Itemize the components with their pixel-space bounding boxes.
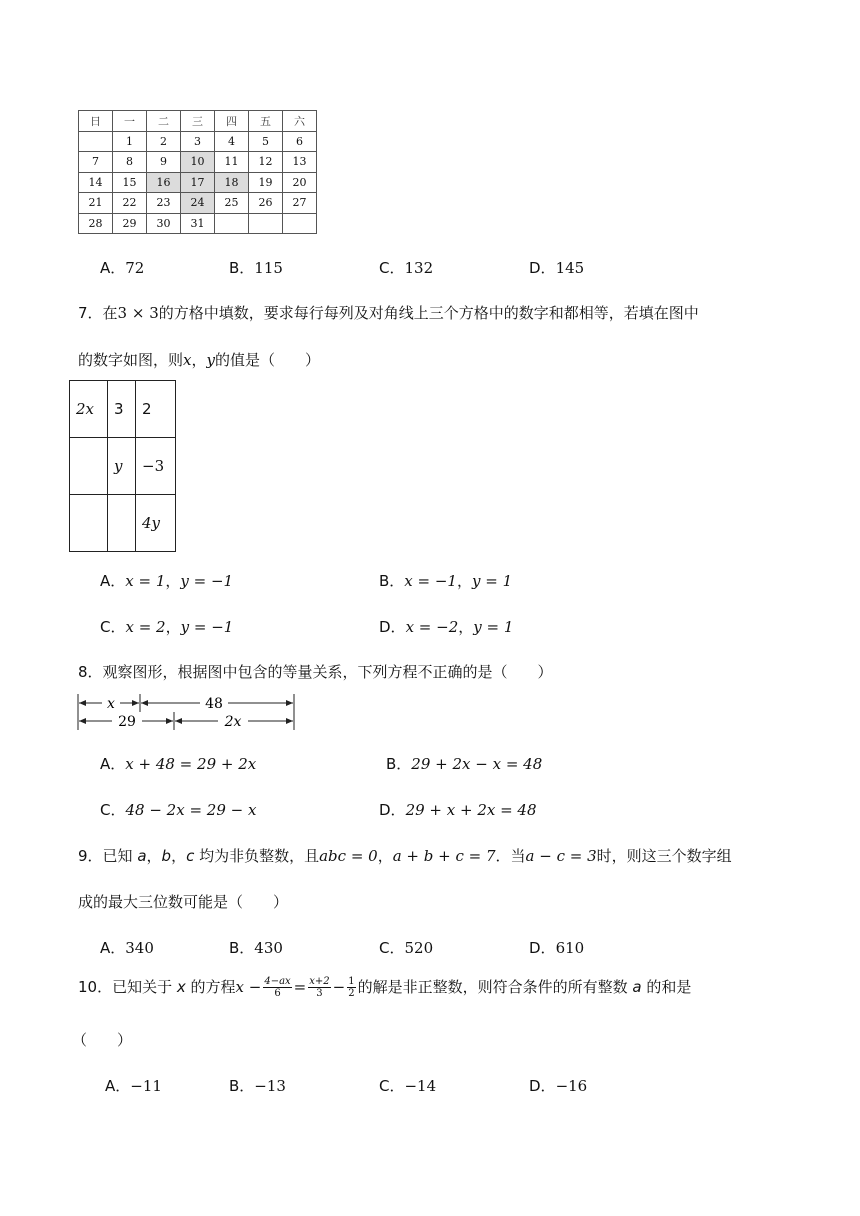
option-value: 145 (555, 259, 585, 277)
magic-square-grid (69, 380, 176, 552)
calendar-cell: 7 (79, 152, 113, 173)
denominator: 6 (274, 988, 281, 999)
grid-cell: −3 (136, 438, 176, 495)
option-letter: B． (229, 259, 255, 277)
calendar-cell: 8 (113, 152, 147, 173)
text: 均为非负整数，且 (194, 847, 320, 865)
option-equation: 48 − 2x = 29 − x (125, 801, 257, 819)
math: = (293, 978, 307, 996)
option-value: 72 (125, 259, 145, 277)
calendar-cell: 13 (283, 152, 317, 173)
calendar-cell: 15 (113, 172, 147, 193)
calendar-cell: 18 (215, 172, 249, 193)
calendar-cell: 14 (79, 172, 113, 193)
option-x: x = −1 (404, 572, 457, 590)
calendar-header: 二 (147, 111, 181, 132)
option-equation: 29 + x + 2x = 48 (405, 801, 537, 819)
segment-diagram (76, 692, 298, 732)
calendar-cell: 3 (181, 131, 215, 152)
math: x − (235, 978, 262, 996)
q8-option-b[interactable] (386, 753, 542, 774)
var-a: a (137, 847, 147, 865)
equation: abc = 0 (319, 847, 378, 865)
q10-option-b[interactable] (229, 1075, 286, 1096)
text: 的值是（ ） (214, 351, 320, 369)
denominator: 3 (316, 988, 323, 999)
option-y: y = 1 (472, 572, 513, 590)
q6-option-d[interactable] (529, 257, 584, 278)
equation: a − c = 3 (525, 847, 597, 865)
q8-stem: 8．观察图形，根据图中包含的等量关系，下列方程不正确的是（ ） (78, 663, 553, 681)
grid-cell (70, 495, 108, 552)
option-equation: 29 + 2x − x = 48 (411, 755, 543, 773)
calendar-cell: 4 (215, 131, 249, 152)
calendar-cell: 24 (181, 193, 215, 214)
numerator: 4−ax (264, 976, 291, 987)
denominator: 2 (348, 988, 355, 999)
option-letter: C． (379, 1077, 405, 1095)
text: ．当 (495, 847, 526, 865)
var-b: b (161, 847, 172, 865)
text: 时，则这三个数字组 (596, 847, 732, 865)
calendar-header: 一 (113, 111, 147, 132)
option-letter: B． (229, 939, 255, 957)
calendar-header: 四 (215, 111, 249, 132)
option-value: 132 (404, 259, 434, 277)
calendar-header: 六 (283, 111, 317, 132)
option-letter: C． (100, 618, 126, 636)
calendar-cell: 11 (215, 152, 249, 173)
math: − (332, 978, 346, 996)
calendar-cell: 31 (181, 213, 215, 234)
calendar-cell: 2 (147, 131, 181, 152)
calendar-cell: 21 (79, 193, 113, 214)
text: 的方格中填数，要求每行每列及对角线上三个方格中的数字和都相等，若填在图中 (158, 304, 699, 322)
calendar-cell: 17 (181, 172, 215, 193)
calendar-cell: 16 (147, 172, 181, 193)
q10-stem-line2: （ ） (72, 1031, 133, 1049)
q9-option-b[interactable] (229, 937, 283, 958)
q10-option-d[interactable] (529, 1075, 587, 1096)
option-letter: B． (386, 755, 412, 773)
numerator: x+2 (309, 976, 330, 987)
q7-option-b[interactable]: B．x = −1，y = 1 (379, 572, 513, 590)
text: 的解是非正整数，则符合条件的所有整数 (357, 978, 633, 996)
calendar-cell: 30 (147, 213, 181, 234)
text: 的数字如图，则 (78, 351, 184, 369)
math-var: y (206, 351, 215, 369)
option-letter: C． (379, 939, 405, 957)
math-var: x (183, 351, 192, 369)
grid-cell: 4y (136, 495, 176, 552)
calendar-cell: 26 (249, 193, 283, 214)
q10-option-a[interactable] (105, 1075, 162, 1096)
text: 的和是 (641, 978, 692, 996)
option-value: 430 (254, 939, 283, 957)
calendar-cell: 5 (249, 131, 283, 152)
option-letter: D． (529, 939, 556, 957)
option-x: x = −2 (405, 618, 459, 636)
calendar-cell: 9 (147, 152, 181, 173)
calendar-cell: 27 (283, 193, 317, 214)
equation: a + b + c = 7 (392, 847, 496, 865)
q7-stem-line2 (78, 349, 320, 370)
numerator: 1 (348, 976, 355, 987)
q9-stem-line1 (78, 845, 732, 866)
q10-option-c[interactable] (379, 1075, 436, 1096)
option-equation: x + 48 = 29 + 2x (125, 755, 257, 773)
calendar-cell (249, 213, 283, 234)
calendar-cell: 6 (283, 131, 317, 152)
q9-stem-line2: 成的最大三位数可能是（ ） (78, 893, 289, 911)
calendar-header: 三 (181, 111, 215, 132)
calendar-header: 日 (79, 111, 113, 132)
option-value: −16 (555, 1077, 588, 1095)
option-letter: C． (379, 259, 405, 277)
text: 7．在 (78, 304, 118, 322)
calendar-cell: 20 (283, 172, 317, 193)
q9-option-a[interactable] (100, 937, 154, 958)
option-letter: A． (100, 572, 126, 590)
calendar-cell: 10 (181, 152, 215, 173)
math: 3 × 3 (117, 304, 159, 322)
option-y: y = −1 (180, 618, 234, 636)
calendar-cell: 22 (113, 193, 147, 214)
option-letter: D． (529, 259, 556, 277)
text: 的方程 (185, 978, 236, 996)
q7-stem-line1 (78, 302, 699, 323)
text: 9．已知 (78, 847, 138, 865)
calendar-cell (283, 213, 317, 234)
calendar-table (78, 110, 317, 234)
label-x: x (107, 696, 115, 712)
calendar-cell: 1 (113, 131, 147, 152)
calendar-cell: 28 (79, 213, 113, 234)
text: 10．已知关于 (78, 978, 177, 996)
option-letter: A． (100, 755, 126, 773)
q7-option-c[interactable]: C．x = 2，y = −1 (100, 618, 234, 636)
var-x: x (176, 978, 186, 996)
grid-cell: 2 (136, 381, 176, 438)
label-48: 48 (205, 696, 223, 712)
q7-option-d[interactable]: D．x = −2，y = 1 (379, 618, 514, 636)
text: ， (191, 351, 207, 369)
q6-option-c[interactable] (379, 257, 433, 278)
calendar-cell: 19 (249, 172, 283, 193)
q8-option-a[interactable] (100, 753, 256, 774)
var-c: c (186, 847, 195, 865)
calendar-cell: 25 (215, 193, 249, 214)
q7-option-a[interactable]: A．x = 1，y = −1 (100, 572, 234, 590)
fraction-2 (308, 976, 330, 999)
grid-cell: 3 (108, 381, 136, 438)
option-value: 340 (125, 939, 154, 957)
text: ， (171, 847, 187, 865)
text: ， (377, 847, 393, 865)
option-y: y = 1 (473, 618, 514, 636)
q8-option-d[interactable] (379, 799, 537, 820)
option-x: x = 2 (125, 618, 166, 636)
q9-option-d[interactable] (529, 937, 584, 958)
option-value: 115 (254, 259, 283, 277)
q9-option-c[interactable] (379, 937, 433, 958)
calendar-cell (79, 131, 113, 152)
option-letter: D． (379, 801, 406, 819)
grid-cell: 2x (70, 381, 108, 438)
option-y: y = −1 (180, 572, 234, 590)
fraction-3 (347, 976, 355, 999)
option-value: −13 (254, 1077, 286, 1095)
calendar-cell: 12 (249, 152, 283, 173)
text: ， (146, 847, 162, 865)
var-a: a (632, 978, 642, 996)
option-letter: B． (229, 1077, 255, 1095)
option-x: x = 1 (125, 572, 166, 590)
option-letter: A． (100, 939, 126, 957)
option-value: −11 (130, 1077, 162, 1095)
option-value: 610 (555, 939, 585, 957)
calendar-cell: 29 (113, 213, 147, 234)
calendar-header: 五 (249, 111, 283, 132)
option-value: −14 (404, 1077, 437, 1095)
option-letter: D． (379, 618, 406, 636)
option-letter: B． (379, 572, 405, 590)
grid-cell (108, 495, 136, 552)
fraction-1 (263, 976, 291, 999)
q10-stem-line1 (78, 976, 691, 999)
grid-cell: y (108, 438, 136, 495)
option-letter: A． (100, 259, 126, 277)
option-letter: C． (100, 801, 126, 819)
q8-option-c[interactable] (100, 799, 256, 820)
option-letter: D． (529, 1077, 556, 1095)
q6-option-b[interactable] (229, 257, 283, 278)
calendar-cell: 23 (147, 193, 181, 214)
label-29: 29 (118, 714, 136, 730)
grid-cell (70, 438, 108, 495)
option-value: 520 (404, 939, 434, 957)
label-2x: 2x (224, 714, 242, 730)
q6-option-a[interactable] (100, 257, 144, 278)
calendar-cell (215, 213, 249, 234)
option-letter: A． (105, 1077, 131, 1095)
